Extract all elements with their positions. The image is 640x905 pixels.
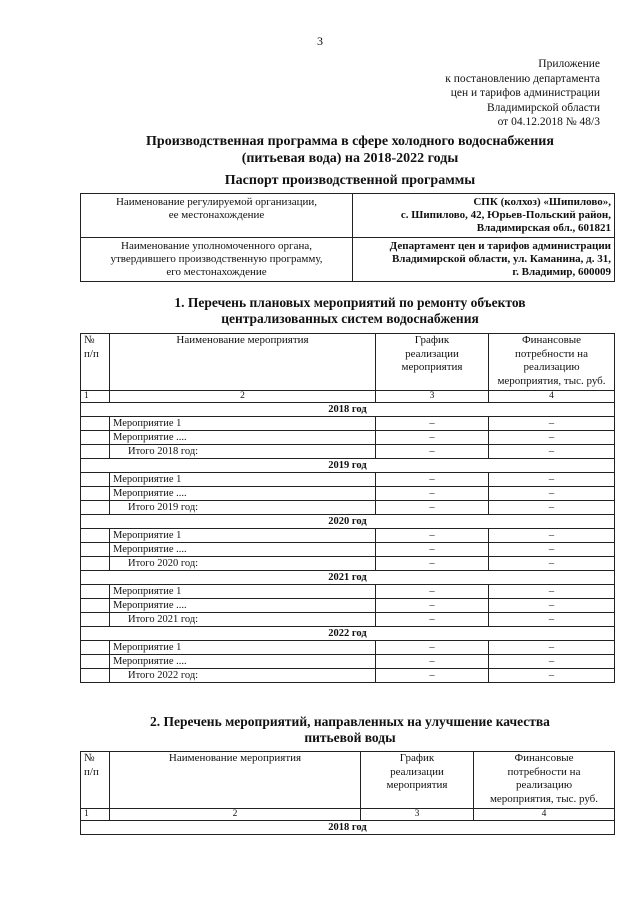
measure-name: Мероприятие 1 xyxy=(110,529,376,543)
schedule-value: – xyxy=(376,473,489,487)
measure-name: Мероприятие 1 xyxy=(110,417,376,431)
row-num xyxy=(81,557,110,571)
section1-title-line: централизованных систем водоснабжения xyxy=(221,311,479,326)
header-num-line: № xyxy=(84,752,95,764)
schedule-value: – xyxy=(376,655,489,669)
finance-value: – xyxy=(489,543,615,557)
schedule-value: – xyxy=(376,431,489,445)
finance-value: – xyxy=(489,599,615,613)
row-num xyxy=(81,501,110,515)
finance-value: – xyxy=(489,501,615,515)
year-label: 2022 год xyxy=(81,627,615,641)
section2-title xyxy=(60,714,640,746)
year-row xyxy=(81,821,615,835)
measure-name: Мероприятие 1 xyxy=(110,473,376,487)
schedule-value: – xyxy=(376,417,489,431)
header-finance-line: потребности на xyxy=(507,765,581,778)
header-name: Наименование мероприятия xyxy=(110,752,361,809)
passport-table xyxy=(80,193,615,282)
program-title-line: Производственная программа в сфере холодного водоснабжения xyxy=(146,134,554,149)
table-row xyxy=(81,431,615,445)
header-num xyxy=(81,752,110,809)
header-finance-line: реализацию xyxy=(515,779,573,791)
finance-value: – xyxy=(489,557,615,571)
appendix-line: Приложение xyxy=(538,58,600,70)
header-schedule xyxy=(376,334,489,391)
schedule-value: – xyxy=(376,557,489,571)
finance-value: – xyxy=(489,431,615,445)
header-schedule-line: мероприятия xyxy=(386,779,448,791)
column-number: 3 xyxy=(361,809,474,821)
table-header-row xyxy=(81,752,615,809)
column-number-row xyxy=(81,809,615,821)
finance-value: – xyxy=(489,669,615,683)
schedule-value: – xyxy=(376,641,489,655)
section2-title-line: 2. Перечень мероприятий, направленных на улучшение качества xyxy=(150,714,550,729)
measure-name: Мероприятие .... xyxy=(110,655,376,669)
measure-name: Мероприятие .... xyxy=(110,543,376,557)
header-num-line: п/п xyxy=(84,765,99,778)
passport-label xyxy=(81,194,353,238)
appendix-line: Владимирской области xyxy=(486,101,600,114)
header-finance xyxy=(474,752,615,809)
row-num xyxy=(81,585,110,599)
total-label: Итого 2019 год: xyxy=(110,501,376,515)
passport-value-line: с. Шипилово, 42, Юрьев-Польский район, xyxy=(400,209,611,221)
passport-label-line: Наименование регулируемой организации, xyxy=(115,196,318,208)
row-num xyxy=(81,669,110,683)
appendix-line: к постановлению департамента xyxy=(445,72,600,85)
schedule-value: – xyxy=(376,613,489,627)
header-num xyxy=(81,334,110,391)
row-num xyxy=(81,417,110,431)
finance-value: – xyxy=(489,529,615,543)
measure-name: Мероприятие .... xyxy=(110,487,376,501)
appendix-line: цен и тарифов администрации xyxy=(450,87,600,99)
table-header-row xyxy=(81,334,615,391)
repair-plan-table xyxy=(80,333,615,683)
finance-value: – xyxy=(489,655,615,669)
column-number: 4 xyxy=(474,809,615,821)
total-label: Итого 2021 год: xyxy=(110,613,376,627)
year-row xyxy=(81,515,615,529)
passport-value xyxy=(353,194,615,238)
header-num-line: № xyxy=(84,334,95,346)
row-num xyxy=(81,529,110,543)
finance-value: – xyxy=(489,641,615,655)
column-number: 2 xyxy=(110,391,376,403)
total-label: Итого 2020 год: xyxy=(110,557,376,571)
header-schedule-line: мероприятия xyxy=(401,361,463,373)
passport-label-line: его местонахождение xyxy=(166,266,267,278)
schedule-value: – xyxy=(376,445,489,459)
finance-value: – xyxy=(489,613,615,627)
row-num xyxy=(81,431,110,445)
table-row xyxy=(81,473,615,487)
passport-label-line: утвердившего производственную программу, xyxy=(110,253,323,265)
finance-value: – xyxy=(489,417,615,431)
row-num xyxy=(81,473,110,487)
passport-value-line: СПК (колхоз) «Шипилово», xyxy=(473,196,611,208)
passport-row xyxy=(81,194,615,238)
column-number: 3 xyxy=(376,391,489,403)
passport-label xyxy=(81,238,353,282)
header-schedule xyxy=(361,752,474,809)
column-number-row xyxy=(81,391,615,403)
program-title xyxy=(60,133,640,167)
row-num xyxy=(81,543,110,557)
measure-name: Мероприятие 1 xyxy=(110,585,376,599)
passport-value-line: Владимирской области, ул. Каманина, д. 31, xyxy=(391,253,611,265)
finance-value: – xyxy=(489,473,615,487)
measure-name: Мероприятие .... xyxy=(110,431,376,445)
total-row xyxy=(81,501,615,515)
column-number: 4 xyxy=(489,391,615,403)
header-name: Наименование мероприятия xyxy=(110,334,376,391)
section2-title-line: питьевой воды xyxy=(304,730,396,745)
year-label: 2021 год xyxy=(81,571,615,585)
year-label: 2020 год xyxy=(81,515,615,529)
column-number: 2 xyxy=(110,809,361,821)
header-finance-line: мероприятия, тыс. руб. xyxy=(489,792,599,805)
total-label: Итого 2022 год: xyxy=(110,669,376,683)
column-number: 1 xyxy=(81,391,110,403)
table-row xyxy=(81,655,615,669)
header-finance xyxy=(489,334,615,391)
table-row xyxy=(81,585,615,599)
passport-value-line: г. Владимир, 600009 xyxy=(512,266,611,278)
year-row xyxy=(81,627,615,641)
row-num xyxy=(81,445,110,459)
measure-name: Мероприятие 1 xyxy=(110,641,376,655)
passport-label-line: ее местонахождение xyxy=(168,209,265,221)
year-row xyxy=(81,571,615,585)
row-num xyxy=(81,487,110,501)
appendix-note xyxy=(445,57,600,130)
schedule-value: – xyxy=(376,543,489,557)
year-label: 2018 год xyxy=(81,403,615,417)
schedule-value: – xyxy=(376,669,489,683)
header-finance-line: Финансовые xyxy=(521,334,582,346)
row-num xyxy=(81,655,110,669)
year-label: 2019 год xyxy=(81,459,615,473)
schedule-value: – xyxy=(376,501,489,515)
passport-label-line: Наименование уполномоченного органа, xyxy=(121,240,312,252)
column-number: 1 xyxy=(81,809,110,821)
total-row xyxy=(81,557,615,571)
schedule-value: – xyxy=(376,529,489,543)
row-num xyxy=(81,641,110,655)
total-label: Итого 2018 год: xyxy=(110,445,376,459)
table-row xyxy=(81,417,615,431)
water-quality-table xyxy=(80,751,615,835)
table-row xyxy=(81,641,615,655)
header-schedule-line: График xyxy=(399,752,435,764)
year-label: 2018 год xyxy=(81,821,615,835)
header-finance-line: потребности на xyxy=(515,347,588,360)
appendix-line: от 04.12.2018 № 48/3 xyxy=(497,116,600,128)
measure-name: Мероприятие .... xyxy=(110,599,376,613)
passport-value xyxy=(353,238,615,282)
row-num xyxy=(81,599,110,613)
header-finance-line: мероприятия, тыс. руб. xyxy=(497,374,606,387)
schedule-value: – xyxy=(376,585,489,599)
header-finance-line: Финансовые xyxy=(514,752,574,764)
row-num xyxy=(81,613,110,627)
table-row xyxy=(81,487,615,501)
section1-title xyxy=(60,295,640,327)
finance-value: – xyxy=(489,445,615,459)
header-num-line: п/п xyxy=(84,347,99,360)
table-row xyxy=(81,529,615,543)
passport-row xyxy=(81,238,615,282)
schedule-value: – xyxy=(376,599,489,613)
page-number: 3 xyxy=(317,34,323,48)
total-row xyxy=(81,445,615,459)
header-finance-line: реализацию xyxy=(523,361,580,373)
header-schedule-line: реализации xyxy=(405,347,459,360)
finance-value: – xyxy=(489,487,615,501)
year-row xyxy=(81,403,615,417)
total-row xyxy=(81,669,615,683)
schedule-value: – xyxy=(376,487,489,501)
passport-value-line: Владимирская обл., 601821 xyxy=(476,222,611,234)
header-schedule-line: реализации xyxy=(390,765,444,778)
passport-value-line: Департамент цен и тарифов администрации xyxy=(389,240,611,252)
passport-title: Паспорт производственной программы xyxy=(224,173,476,188)
finance-value: – xyxy=(489,585,615,599)
table-row xyxy=(81,543,615,557)
year-row xyxy=(81,459,615,473)
section1-title-line: 1. Перечень плановых мероприятий по ремонту объектов xyxy=(174,295,526,310)
program-title-line: (питьевая вода) на 2018-2022 годы xyxy=(241,151,459,166)
table-row xyxy=(81,599,615,613)
total-row xyxy=(81,613,615,627)
header-schedule-line: График xyxy=(414,334,450,346)
